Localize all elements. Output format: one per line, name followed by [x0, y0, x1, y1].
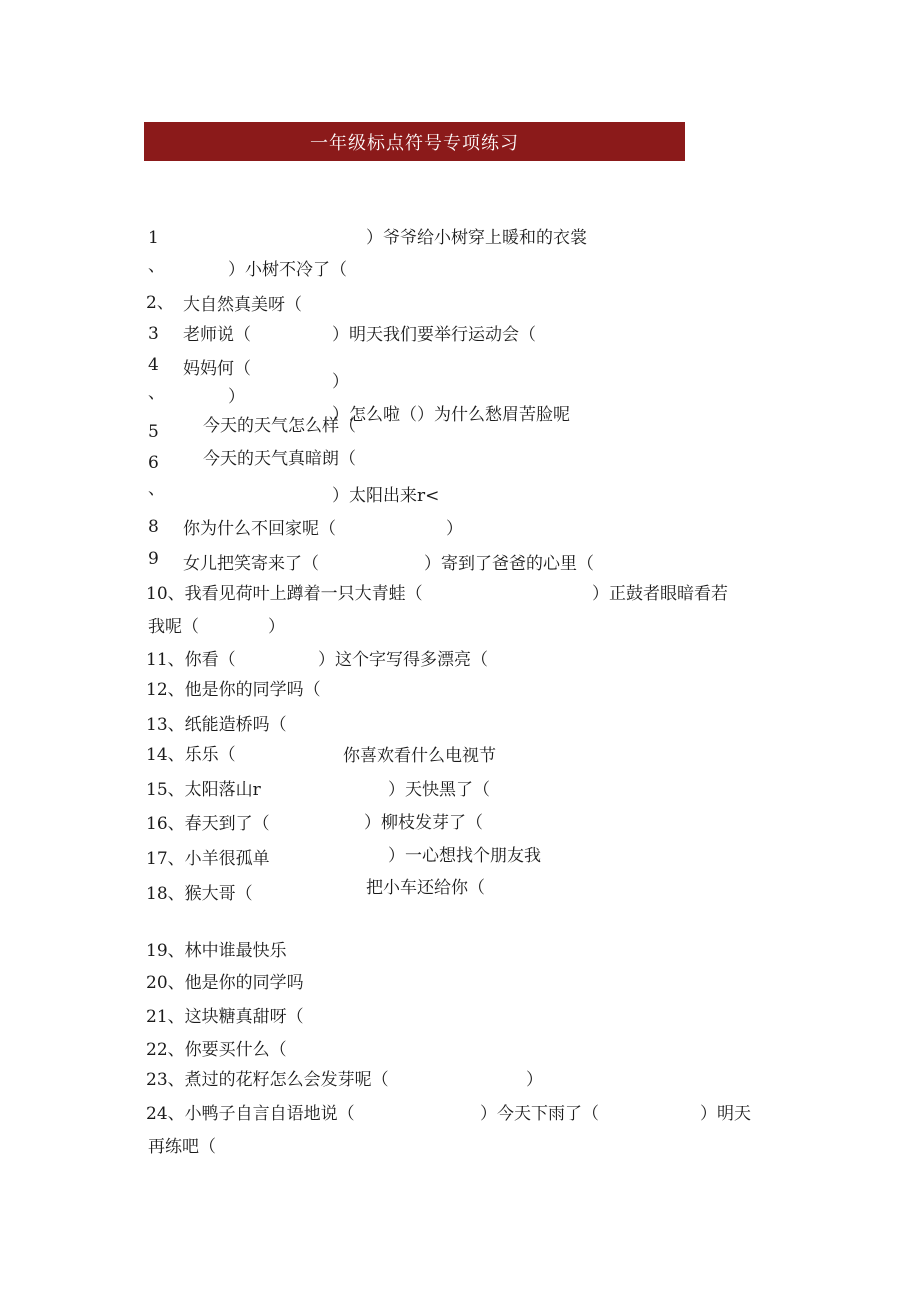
- question-number: 9: [148, 549, 159, 569]
- question-text: 17、小羊很孤单: [146, 849, 270, 869]
- question-text: 12、他是你的同学吗（: [146, 680, 321, 700]
- question-text: ）: [526, 1070, 543, 1090]
- question-text: ）小树不冷了（: [228, 260, 347, 280]
- question-text: 19、林中谁最快乐: [146, 941, 287, 961]
- question-text: 你喜欢看什么电视节: [343, 746, 496, 766]
- question-number: 、: [148, 256, 165, 276]
- question-text: 老师说（: [183, 325, 251, 345]
- question-text: 22、你要买什么（: [146, 1040, 287, 1060]
- question-text: ）这个字写得多漂亮（: [318, 650, 488, 670]
- question-text: 24、小鸭子自言自语地说（: [146, 1104, 355, 1124]
- question-text: 20、他是你的同学吗: [146, 973, 304, 993]
- page-title: 一年级标点符号专项练习: [310, 132, 519, 154]
- question-number: 6: [148, 453, 159, 473]
- question-text: 妈妈何（: [183, 359, 251, 379]
- question-text: 再练吧（: [148, 1137, 216, 1157]
- question-number: 、: [148, 383, 165, 403]
- question-text: 18、猴大哥（: [146, 884, 253, 904]
- question-text: ）: [332, 372, 349, 392]
- question-text: 16、春天到了（: [146, 814, 270, 834]
- question-text: ）: [268, 617, 285, 637]
- question-number: 3: [148, 324, 159, 344]
- question-text: 你为什么不回家呢（: [183, 519, 336, 539]
- question-text: 21、这块糖真甜呀（: [146, 1007, 304, 1027]
- question-text: 女儿把笑寄来了（: [183, 554, 319, 574]
- question-text: ）今天下雨了（: [480, 1104, 599, 1124]
- question-text: ）柳枝发芽了（: [364, 813, 483, 833]
- question-text: ）寄到了爸爸的心里（: [424, 554, 594, 574]
- question-text: 大自然真美呀（: [183, 295, 302, 315]
- question-text: ）正鼓者眼暗看若: [592, 584, 728, 604]
- question-number: 2、: [146, 293, 174, 313]
- question-number: 5: [148, 422, 159, 442]
- question-text: 今天的天气真暗朗（: [203, 449, 356, 469]
- question-text: 我呢（: [148, 617, 199, 637]
- question-text: 13、纸能造桥吗（: [146, 715, 287, 735]
- question-number: 、: [148, 479, 165, 499]
- title-banner: [144, 122, 685, 161]
- question-text: 15、太阳落山r: [146, 780, 261, 800]
- question-text: ）天快黑了（: [388, 780, 490, 800]
- question-text: ）一心想找个朋友我: [388, 846, 541, 866]
- question-text: ）爷爷给小树穿上暖和的衣裳: [366, 228, 587, 248]
- question-text: 10、我看见荷叶上蹲着一只大青蛙（: [146, 584, 423, 604]
- question-text: ）怎么啦（）为什么愁眉苦脸呢: [332, 405, 570, 425]
- question-text: ）太阳出来r<: [332, 486, 440, 506]
- question-text: ）明天我们要举行运动会（: [332, 325, 536, 345]
- question-text: 14、乐乐（: [146, 745, 236, 765]
- question-text: ）明天: [700, 1104, 751, 1124]
- question-text: ）: [446, 519, 463, 539]
- question-number: 4: [148, 355, 159, 375]
- question-number: 1: [148, 228, 159, 248]
- question-number: 8: [148, 517, 159, 537]
- question-text: 23、煮过的花籽怎么会发芽呢（: [146, 1070, 389, 1090]
- question-text: 今天的天气怎么样（: [203, 416, 356, 436]
- question-text: 把小车还给你（: [366, 878, 485, 898]
- question-text: 11、你看（: [146, 650, 236, 670]
- question-text: ）: [228, 387, 245, 407]
